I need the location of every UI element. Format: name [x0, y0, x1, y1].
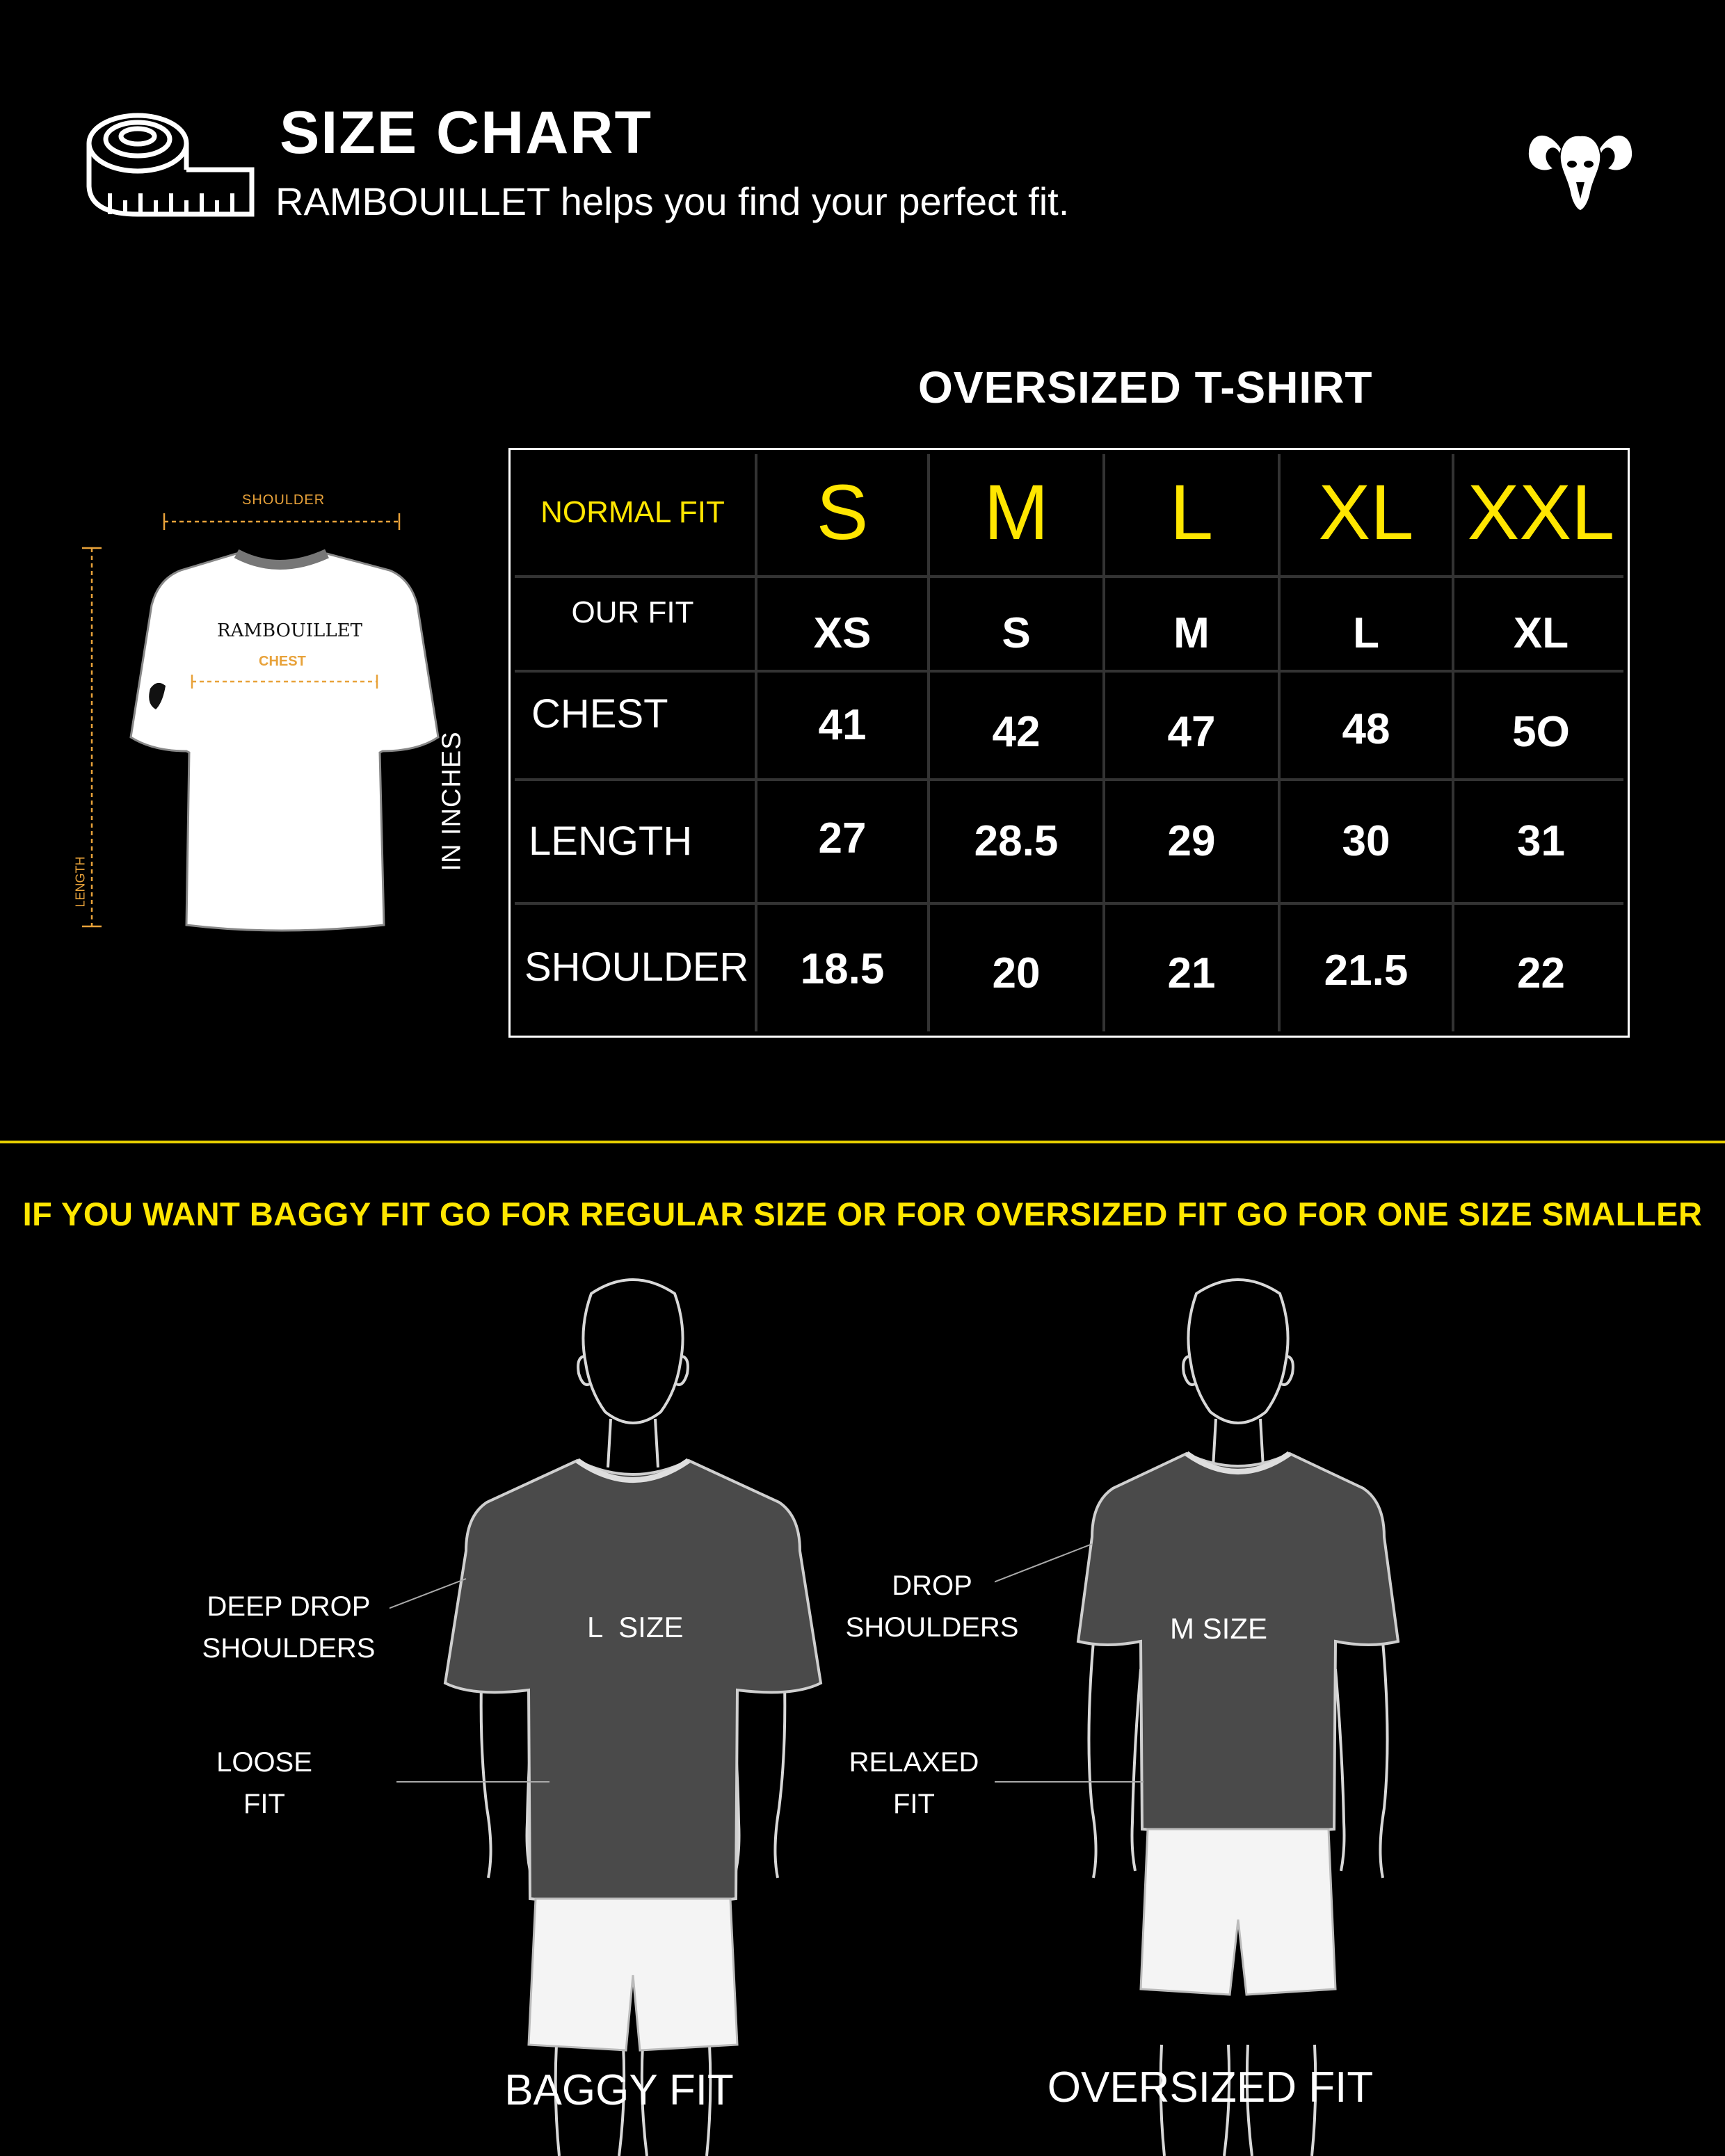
- page-title: SIZE CHART: [280, 99, 652, 166]
- unit-label: IN INCHES: [437, 731, 467, 871]
- callout-loose-fit: [195, 1741, 334, 1825]
- length-measure-text: LENGTH: [73, 856, 88, 908]
- normal-fit-size: S: [816, 469, 869, 556]
- table-cell: 27: [818, 814, 867, 862]
- table-cell: 22: [1517, 949, 1565, 997]
- table-cell: 18.5: [800, 945, 885, 993]
- callout-line: RELAXED: [849, 1747, 979, 1778]
- our-fit-label: OUR FIT: [571, 595, 694, 629]
- normal-fit-size: XXL: [1467, 469, 1615, 556]
- table-title: OVERSIZED T-SHIRT: [918, 362, 1373, 412]
- our-fit-size: XL: [1513, 609, 1569, 657]
- table-cell: 20: [992, 949, 1041, 997]
- callout-deep-drop-shoulders: [196, 1586, 381, 1669]
- our-fit-size: XS: [813, 609, 872, 657]
- table-cell: 21: [1167, 949, 1216, 997]
- oversized-fit-figure: [995, 1252, 1482, 2156]
- baggy-fit-caption: BAGGY FIT: [504, 2066, 734, 2114]
- table-cell: 42: [992, 708, 1041, 756]
- callout-drop-shoulders: [842, 1565, 1022, 1648]
- tee-brand-print: RAMBOUILLET: [217, 620, 362, 641]
- fit-advice-text: IF YOU WANT BAGGY FIT GO FOR REGULAR SIZE OR FOR OVERSIZED FIT GO FOR ONE SIZE SMALLER: [22, 1196, 1703, 1232]
- ram-skull-logo-icon: [1527, 115, 1633, 211]
- callout-relaxed-fit: [844, 1741, 984, 1825]
- our-fit-size: L: [1353, 609, 1379, 657]
- normal-fit-label: NORMAL FIT: [540, 495, 725, 529]
- table-cell: 48: [1342, 705, 1390, 753]
- baggy-fit-figure: [390, 1252, 876, 2156]
- callout-line: FIT: [893, 1789, 935, 1819]
- table-cell: 21.5: [1324, 947, 1409, 995]
- row-label-length: LENGTH: [529, 819, 693, 864]
- our-fit-size: S: [1002, 609, 1031, 657]
- normal-fit-size: XL: [1318, 469, 1414, 556]
- size-table: [508, 448, 1630, 1038]
- row-label-shoulder: SHOULDER: [524, 944, 749, 990]
- measuring-tape-icon: [82, 103, 256, 225]
- chest-measure-label: CHEST: [259, 654, 306, 669]
- table-cell: 30: [1342, 817, 1390, 865]
- shoulder-measure-label: SHOULDER: [242, 492, 326, 508]
- callout-line: DEEP DROP: [207, 1591, 371, 1622]
- table-cell: 5O: [1512, 708, 1570, 756]
- table-cell: 28.5: [974, 817, 1059, 865]
- row-label-chest: CHEST: [531, 691, 668, 737]
- page-subtitle: RAMBOUILLET helps you find your perfect fit.: [275, 179, 1070, 223]
- callout-line: LOOSE: [216, 1747, 312, 1778]
- normal-fit-size: L: [1169, 469, 1214, 556]
- callout-line: DROP: [892, 1570, 972, 1601]
- section-divider: [0, 1141, 1725, 1143]
- callout-line: FIT: [243, 1789, 285, 1819]
- normal-fit-size: M: [984, 469, 1049, 556]
- table-cell: 47: [1167, 708, 1216, 756]
- oversized-size-label: M SIZE: [1170, 1612, 1268, 1645]
- table-cell: 31: [1517, 817, 1565, 865]
- callout-line: SHOULDERS: [845, 1612, 1019, 1643]
- table-cell: 29: [1167, 817, 1216, 865]
- table-cell: 41: [818, 701, 867, 749]
- oversized-fit-caption: OVERSIZED FIT: [1047, 2064, 1374, 2111]
- our-fit-size: M: [1173, 609, 1210, 657]
- tshirt-measurement-diagram: [70, 487, 445, 946]
- baggy-size-label: L SIZE: [587, 1611, 684, 1643]
- callout-line: SHOULDERS: [202, 1633, 376, 1664]
